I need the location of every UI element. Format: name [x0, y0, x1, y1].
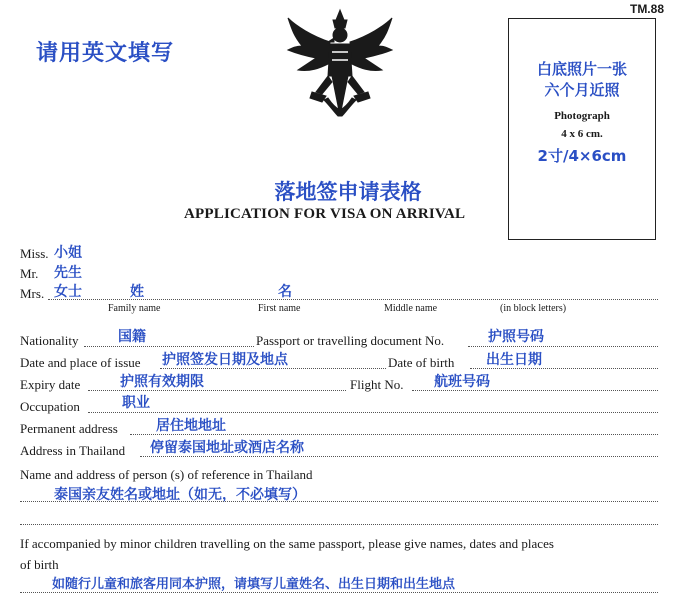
thailand-address-field[interactable]: [140, 456, 658, 457]
photo-requirement-line2: 六个月近照: [544, 81, 620, 99]
form-code: TM.88: [629, 2, 664, 16]
given-name-hint: 名: [278, 284, 292, 300]
photograph-size-cn: 2寸/4×6cm: [537, 147, 627, 165]
nationality-label: Nationality: [20, 333, 79, 348]
expiry-hint: 护照有效期限: [120, 374, 204, 390]
birth-field[interactable]: [470, 368, 658, 369]
middle-name-column: Middle name: [384, 303, 438, 314]
passport-label: Passport or travelling document No.: [256, 333, 445, 348]
miss-hint: 小姐: [54, 245, 82, 261]
children-label-line2: of birth: [20, 557, 59, 572]
mr-label: Mr.: [20, 266, 39, 281]
title-english: APPLICATION FOR VISA ON ARRIVAL: [184, 206, 466, 222]
first-name-column: First name: [258, 303, 301, 314]
thailand-address-label: Address in Thailand: [20, 443, 126, 458]
expiry-label: Expiry date: [20, 377, 81, 392]
occupation-label: Occupation: [20, 399, 80, 414]
expiry-field[interactable]: [88, 390, 346, 391]
passport-hint: 护照号码: [488, 329, 544, 345]
reference-field-line2[interactable]: [20, 524, 658, 525]
occupation-hint: 职业: [122, 395, 150, 411]
thailand-address-hint: 停留泰国地址或酒店名称: [150, 440, 304, 456]
children-hint: 如随行儿童和旅客用同本护照，请填写儿童姓名、出生日期和出生地点: [52, 577, 456, 592]
issue-hint: 护照签发日期及地点: [162, 352, 288, 368]
permanent-address-hint: 居住地地址: [156, 418, 226, 434]
family-name-column: Family name: [108, 303, 161, 314]
children-field[interactable]: [20, 592, 658, 593]
reference-label: Name and address of person (s) of reference in Thailand: [20, 467, 313, 482]
mrs-hint: 女士: [54, 284, 82, 300]
fill-in-english-instruction: 请用英文填写: [36, 41, 175, 66]
birth-hint: 出生日期: [486, 352, 542, 368]
issue-field[interactable]: [160, 368, 386, 369]
mrs-label: Mrs.: [20, 286, 45, 301]
garuda-emblem-icon: [282, 6, 398, 122]
block-letters-note: (in block letters): [500, 303, 567, 314]
photograph-box: [508, 18, 656, 240]
nationality-field[interactable]: [84, 346, 254, 347]
photograph-size-en: 4 x 6 cm.: [561, 128, 603, 140]
miss-label: Miss.: [20, 246, 49, 261]
reference-hint: 泰国亲友姓名或地址（如无，不必填写）: [54, 487, 306, 503]
permanent-address-field[interactable]: [130, 434, 658, 435]
reference-field-line1[interactable]: [20, 501, 658, 502]
birth-label: Date of birth: [388, 355, 455, 370]
title-chinese: 落地签申请表格: [274, 180, 422, 204]
occupation-field[interactable]: [88, 412, 658, 413]
photo-requirement-line1: 白底照片一张: [536, 60, 627, 78]
children-label-line1: If accompanied by minor children travelling on the same passport, please give names, dates and places: [20, 536, 554, 551]
nationality-hint: 国籍: [118, 329, 146, 345]
flight-label: Flight No.: [350, 377, 404, 392]
name-line[interactable]: [48, 299, 658, 300]
passport-field[interactable]: [468, 346, 658, 347]
issue-label: Date and place of issue: [20, 355, 141, 370]
mr-hint: 先生: [54, 265, 82, 281]
flight-hint: 航班号码: [434, 374, 490, 390]
flight-field[interactable]: [412, 390, 658, 391]
permanent-address-label: Permanent address: [20, 421, 118, 436]
photograph-label: Photograph: [554, 110, 610, 122]
surname-hint: 姓: [130, 284, 144, 300]
